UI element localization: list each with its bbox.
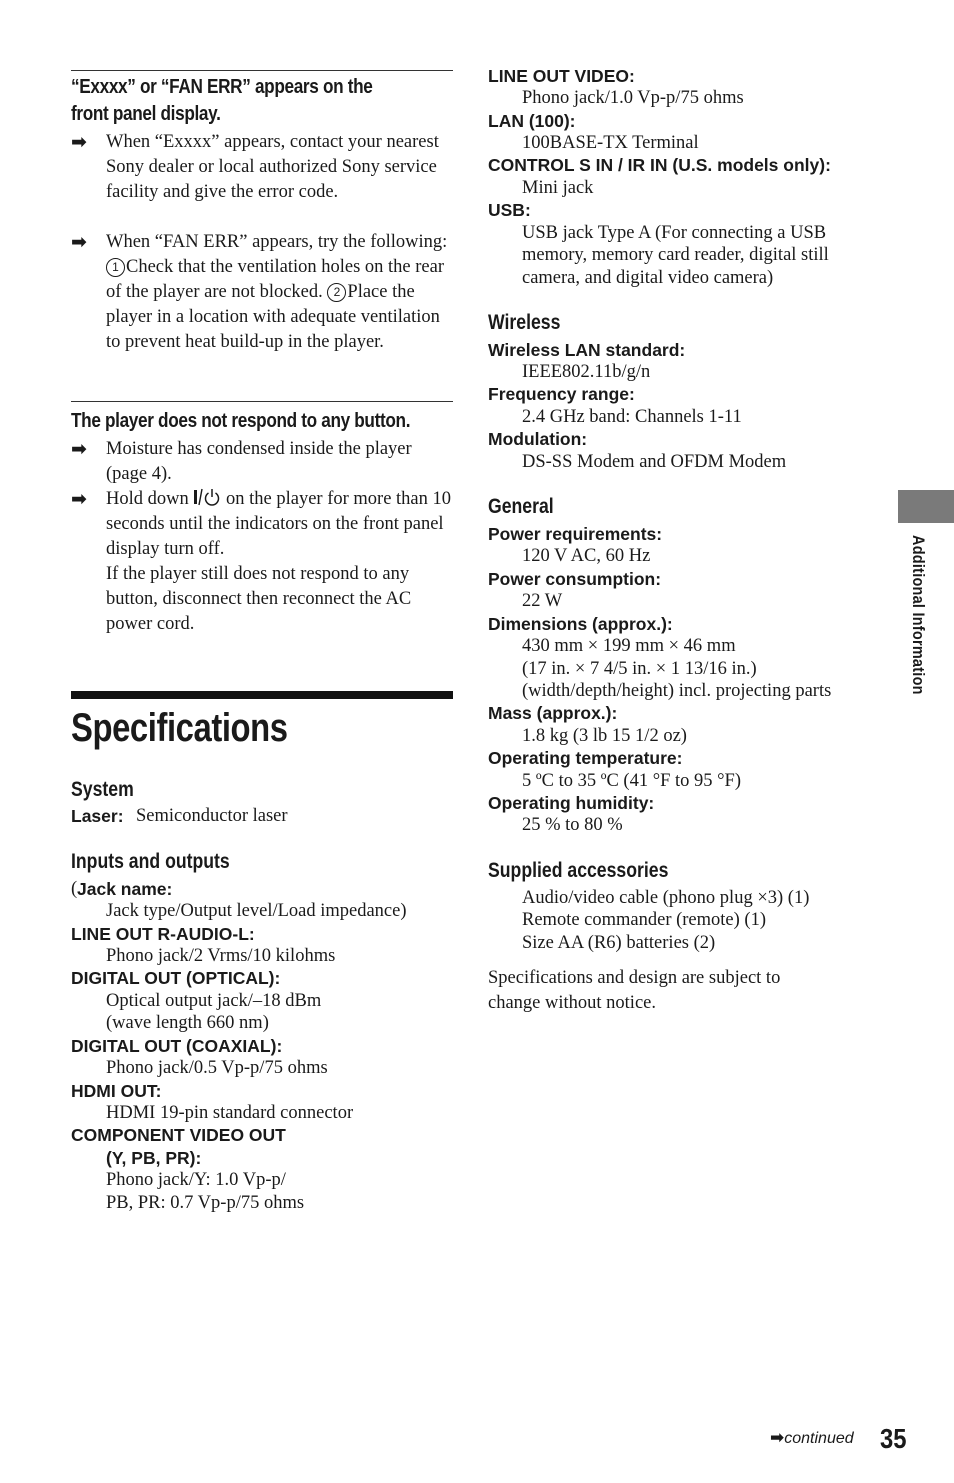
continued-indicator [770,1428,854,1448]
spec-value: Phono jack/1.0 Vp-p/75 ohms [522,88,744,108]
spec-label: USB: [488,200,531,220]
laser-value: Semiconductor laser [136,806,288,826]
wireless-heading: Wireless [488,311,561,334]
spec-value: Phono jack/Y: 1.0 Vp-p/ [106,1170,286,1190]
bullet-text: When “Exxxx” appears, contact your nearest Sony dealer or local authorized Sony service facility and give the error code. [106,132,439,202]
spec-value: 5 ºC to 35 ºC (41 °F to 95 °F) [522,771,742,791]
spec-label: Dimensions (approx.): [488,614,673,634]
arrow-right-icon: ➡ [71,131,87,153]
arrow-right-icon: ➡ [71,438,87,460]
jack-paren: ( [71,879,78,899]
bullet-text-a: When “FAN ERR” appears, try the following: [106,232,448,252]
spec-value: (width/depth/height) incl. projecting parts [522,681,832,701]
spec-value: 22 W [522,591,563,611]
spec-label: Mass (approx.): [488,703,618,723]
spec-value: 100BASE-TX Terminal [522,133,699,153]
page-number: 35 [880,1423,907,1454]
spec-value: 25 % to 80 % [522,815,623,835]
spec-label: Power requirements: [488,524,663,544]
spec-value: Mini jack [522,178,594,198]
arrow-right-icon: ➡ [71,488,87,510]
bullet-text-a: Hold down [106,489,189,509]
circled-number-icon: 1 [106,258,125,277]
list-item: Size AA (R6) batteries (2) [522,933,716,953]
notice-line: Specifications and design are subject to [488,968,781,988]
spec-label: Power consumption: [488,569,662,589]
spec-value: memory, memory card reader, digital still [522,245,829,265]
section-tab-label [908,535,928,723]
spec-label: LAN (100): [488,111,576,131]
bullet-text-c: Place the player in a location with adequate ventilation to prevent heat build-up in the player. [106,282,440,352]
spec-label: DIGITAL OUT (OPTICAL): [71,968,281,988]
section-tab [898,490,954,523]
section-tab-text: Additional Information [909,535,928,695]
power-button-icon [193,488,221,506]
jack-value: Jack type/Output level/Load impedance) [106,901,407,921]
section-divider [71,401,453,402]
spec-label: Wireless LAN standard: [488,340,686,360]
spec-label: COMPONENT VIDEO OUT [71,1125,286,1145]
arrow-right-icon: ➡ [71,231,87,253]
bullet-text-b: Check that the ventilation holes on the rear of the player are not blocked. [106,257,444,302]
accessories-heading: Supplied accessories [488,859,669,882]
spec-value: (wave length 660 nm) [106,1013,269,1033]
spec-value: DS-SS Modem and OFDM Modem [522,452,787,472]
spec-value: Phono jack/0.5 Vp-p/75 ohms [106,1058,328,1078]
exxxx-heading-line2: front panel display. [71,103,221,125]
bullet-text: Moisture has condensed inside the player (page 4). [106,439,412,484]
list-item: Audio/video cable (phono plug ×3) (1) [522,888,810,908]
jack-label: Jack name: [77,879,173,899]
general-heading: General [488,495,554,518]
spec-label: LINE OUT VIDEO: [488,66,635,86]
spec-value: camera, and digital video camera) [522,268,774,288]
section-divider [71,70,453,71]
exxxx-heading-line1: “Exxxx” or “FAN ERR” appears on the [71,76,373,98]
spec-label: LINE OUT R-AUDIO-L: [71,924,255,944]
circled-number-icon: 2 [327,283,346,302]
notice-line: change without notice. [488,993,656,1013]
spec-value: HDMI 19-pin standard connector [106,1103,354,1123]
io-heading: Inputs and outputs [71,850,230,873]
spec-label: HDMI OUT: [71,1081,162,1101]
spec-value: Optical output jack/–18 dBm [106,991,322,1011]
spec-label: DIGITAL OUT (COAXIAL): [71,1036,283,1056]
spec-value: USB jack Type A (For connecting a USB [522,223,827,243]
no-response-heading: The player does not respond to any button. [71,410,411,432]
spec-label: Operating humidity: [488,793,655,813]
bullet-text [106,230,456,355]
spec-value: PB, PR: 0.7 Vp-p/75 ohms [106,1193,305,1213]
system-heading: System [71,778,134,801]
page-title: Specifications [71,706,288,750]
spec-label: (Y, PB, PR): [106,1148,202,1168]
spec-value: (17 in. × 7 4/5 in. × 1 13/16 in.) [522,659,757,679]
spec-label: Operating temperature: [488,748,683,768]
arrow-right-icon: ➡ [770,1428,785,1448]
spec-value: 430 mm × 199 mm × 46 mm [522,636,736,656]
continued-text: continued [784,1430,854,1447]
list-item: Remote commander (remote) (1) [522,910,766,930]
bullet-text-b: on the player for more than 10 seconds until the indicators on the front panel display turn off. [106,489,452,559]
spec-value: IEEE802.11b/g/n [522,362,651,382]
title-rule [71,691,453,699]
spec-value: 1.8 kg (3 lb 15 1/2 oz) [522,726,687,746]
laser-label: Laser: [71,806,124,826]
spec-value: 120 V AC, 60 Hz [522,546,651,566]
bullet-text-c: If the player still does not respond to any button, disconnect then reconnect the AC power cord. [106,564,412,634]
spec-label: Frequency range: [488,384,635,404]
spec-value: Phono jack/2 Vrms/10 kilohms [106,946,336,966]
spec-label: Modulation: [488,429,588,449]
bullet-text [106,487,456,637]
spec-label: CONTROL S IN / IR IN (U.S. models only): [488,155,831,175]
spec-value: 2.4 GHz band: Channels 1-11 [522,407,742,427]
